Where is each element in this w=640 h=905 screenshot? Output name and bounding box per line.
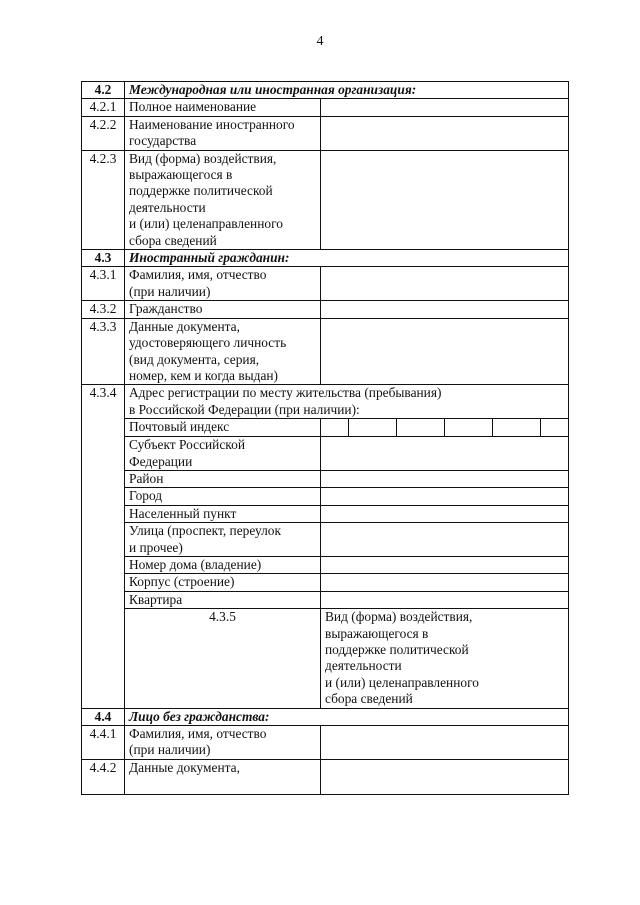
- identity-document-field[interactable]: [321, 318, 569, 385]
- table-row: [82, 318, 569, 385]
- table-row: [82, 116, 569, 150]
- row-number: 4.2.1: [82, 99, 125, 116]
- address-row-district: [82, 470, 569, 487]
- table-row: [82, 267, 569, 301]
- row-label: Номер дома (владение): [125, 556, 321, 573]
- locality-field[interactable]: [321, 505, 569, 522]
- row-label: Данные документа,: [125, 759, 321, 794]
- row-number: 4.3.5: [125, 609, 321, 708]
- label-line: (при наличии): [129, 283, 211, 299]
- row-label: [125, 150, 321, 249]
- postal-digit-cell[interactable]: [540, 419, 564, 436]
- row-number: 4.4.2: [82, 759, 125, 794]
- postal-digit-cell[interactable]: [349, 419, 397, 436]
- stateless-name-field[interactable]: [321, 726, 569, 760]
- label-line: удостоверяющего личность: [129, 335, 287, 351]
- row-label: Корпус (строение): [125, 574, 321, 591]
- label-line: поддержке политической: [129, 183, 273, 199]
- postal-code-grid: [325, 419, 564, 436]
- address-row-city: [82, 488, 569, 505]
- table-row: [82, 759, 569, 794]
- label-line: Федерации: [129, 453, 193, 469]
- label-line: Вид (форма) воздействия,: [325, 609, 473, 625]
- address-header-row: [82, 385, 569, 419]
- section-number: 4.2: [82, 82, 125, 99]
- label-line: номер, кем и когда выдан): [129, 367, 279, 383]
- foreign-state-field[interactable]: [321, 116, 569, 150]
- address-row-postal: [82, 419, 569, 437]
- label-line: выражающегося в: [325, 625, 429, 641]
- address-row-subject: [82, 437, 569, 471]
- address-row-locality: [82, 505, 569, 522]
- region-field[interactable]: [321, 437, 569, 471]
- label-line: Данные документа,: [129, 318, 240, 334]
- row-number: 4.3.3: [82, 318, 125, 385]
- citizen-name-field[interactable]: [321, 267, 569, 301]
- table-row: [82, 726, 569, 760]
- section-header-4-2: [82, 82, 569, 99]
- label-line: и (или) целенаправленного: [129, 216, 283, 232]
- label-line: выражающегося в: [129, 167, 233, 183]
- label-line: сбора сведений: [129, 232, 217, 248]
- row-label: [125, 116, 321, 150]
- section-title: Лицо без гражданства:: [125, 708, 569, 725]
- row-label: Населенный пункт: [125, 505, 321, 522]
- label-line: деятельности: [129, 199, 206, 215]
- house-number-field[interactable]: [321, 556, 569, 573]
- apartment-field[interactable]: [321, 591, 569, 608]
- city-field[interactable]: [321, 488, 569, 505]
- section-header-4-3: [82, 250, 569, 267]
- address-row-house: [82, 556, 569, 573]
- postal-code-cells: [321, 419, 569, 437]
- row-label: Почтовый индекс: [125, 419, 321, 437]
- row-label: Полное наименование: [125, 99, 321, 116]
- building-field[interactable]: [321, 574, 569, 591]
- row-label: [321, 609, 569, 708]
- table-row: [82, 609, 569, 708]
- heading-line: Адрес регистрации по месту жительства (пребывания): [129, 385, 442, 401]
- label-line: и (или) целенаправленного: [325, 674, 479, 690]
- full-name-field[interactable]: [321, 99, 569, 116]
- label-line: Наименование иностранного: [129, 116, 295, 132]
- postal-digit-cell[interactable]: [397, 419, 445, 436]
- address-heading: [125, 385, 569, 419]
- row-label: Район: [125, 470, 321, 487]
- label-line: Фамилия, имя, отчество: [129, 726, 267, 742]
- address-row-apartment: [82, 591, 569, 608]
- label-line: Субъект Российской: [129, 437, 245, 453]
- label-line: сбора сведений: [325, 691, 413, 707]
- row-label: [125, 267, 321, 301]
- postal-digit-cell[interactable]: [325, 419, 349, 436]
- section-number: 4.3: [82, 250, 125, 267]
- postal-digit-cell[interactable]: [492, 419, 540, 436]
- form-table: [81, 81, 569, 795]
- address-row-building: [82, 574, 569, 591]
- row-number: 4.3.4: [82, 385, 125, 708]
- table-row: [82, 150, 569, 249]
- section-title: Международная или иностранная организация:: [125, 82, 569, 99]
- influence-form-field[interactable]: [321, 150, 569, 249]
- postal-digit-cell[interactable]: [444, 419, 492, 436]
- section-number: 4.4: [82, 708, 125, 725]
- section-title: Иностранный гражданин:: [125, 250, 569, 267]
- label-line: Вид (форма) воздействия,: [129, 150, 277, 166]
- district-field[interactable]: [321, 470, 569, 487]
- row-number: 4.3.2: [82, 301, 125, 318]
- label-line: государства: [129, 133, 197, 149]
- row-number: 4.2.2: [82, 116, 125, 150]
- row-label: [125, 726, 321, 760]
- row-label: [125, 318, 321, 385]
- table-row: [82, 301, 569, 318]
- label-line: Улица (проспект, переулок: [129, 523, 281, 539]
- label-line: (вид документа, серия,: [129, 351, 260, 367]
- row-number: 4.3.1: [82, 267, 125, 301]
- label-line: (при наличии): [129, 742, 211, 758]
- page-number: 4: [316, 34, 324, 49]
- row-number: 4.2.3: [82, 150, 125, 249]
- row-label: Квартира: [125, 591, 321, 608]
- section-header-4-4: [82, 708, 569, 725]
- citizenship-field[interactable]: [321, 301, 569, 318]
- row-label: [125, 437, 321, 471]
- label-line: деятельности: [325, 658, 402, 674]
- label-line: Фамилия, имя, отчество: [129, 267, 267, 283]
- stateless-document-field[interactable]: [321, 759, 569, 794]
- street-field[interactable]: [321, 523, 569, 557]
- table-row: [82, 99, 569, 116]
- heading-line: в Российской Федерации (при наличии):: [129, 401, 360, 417]
- row-label: Гражданство: [125, 301, 321, 318]
- label-line: и прочее): [129, 539, 183, 555]
- row-label: Город: [125, 488, 321, 505]
- row-number: 4.4.1: [82, 726, 125, 760]
- row-label: [125, 523, 321, 557]
- address-row-street: [82, 523, 569, 557]
- label-line: поддержке политической: [325, 642, 469, 657]
